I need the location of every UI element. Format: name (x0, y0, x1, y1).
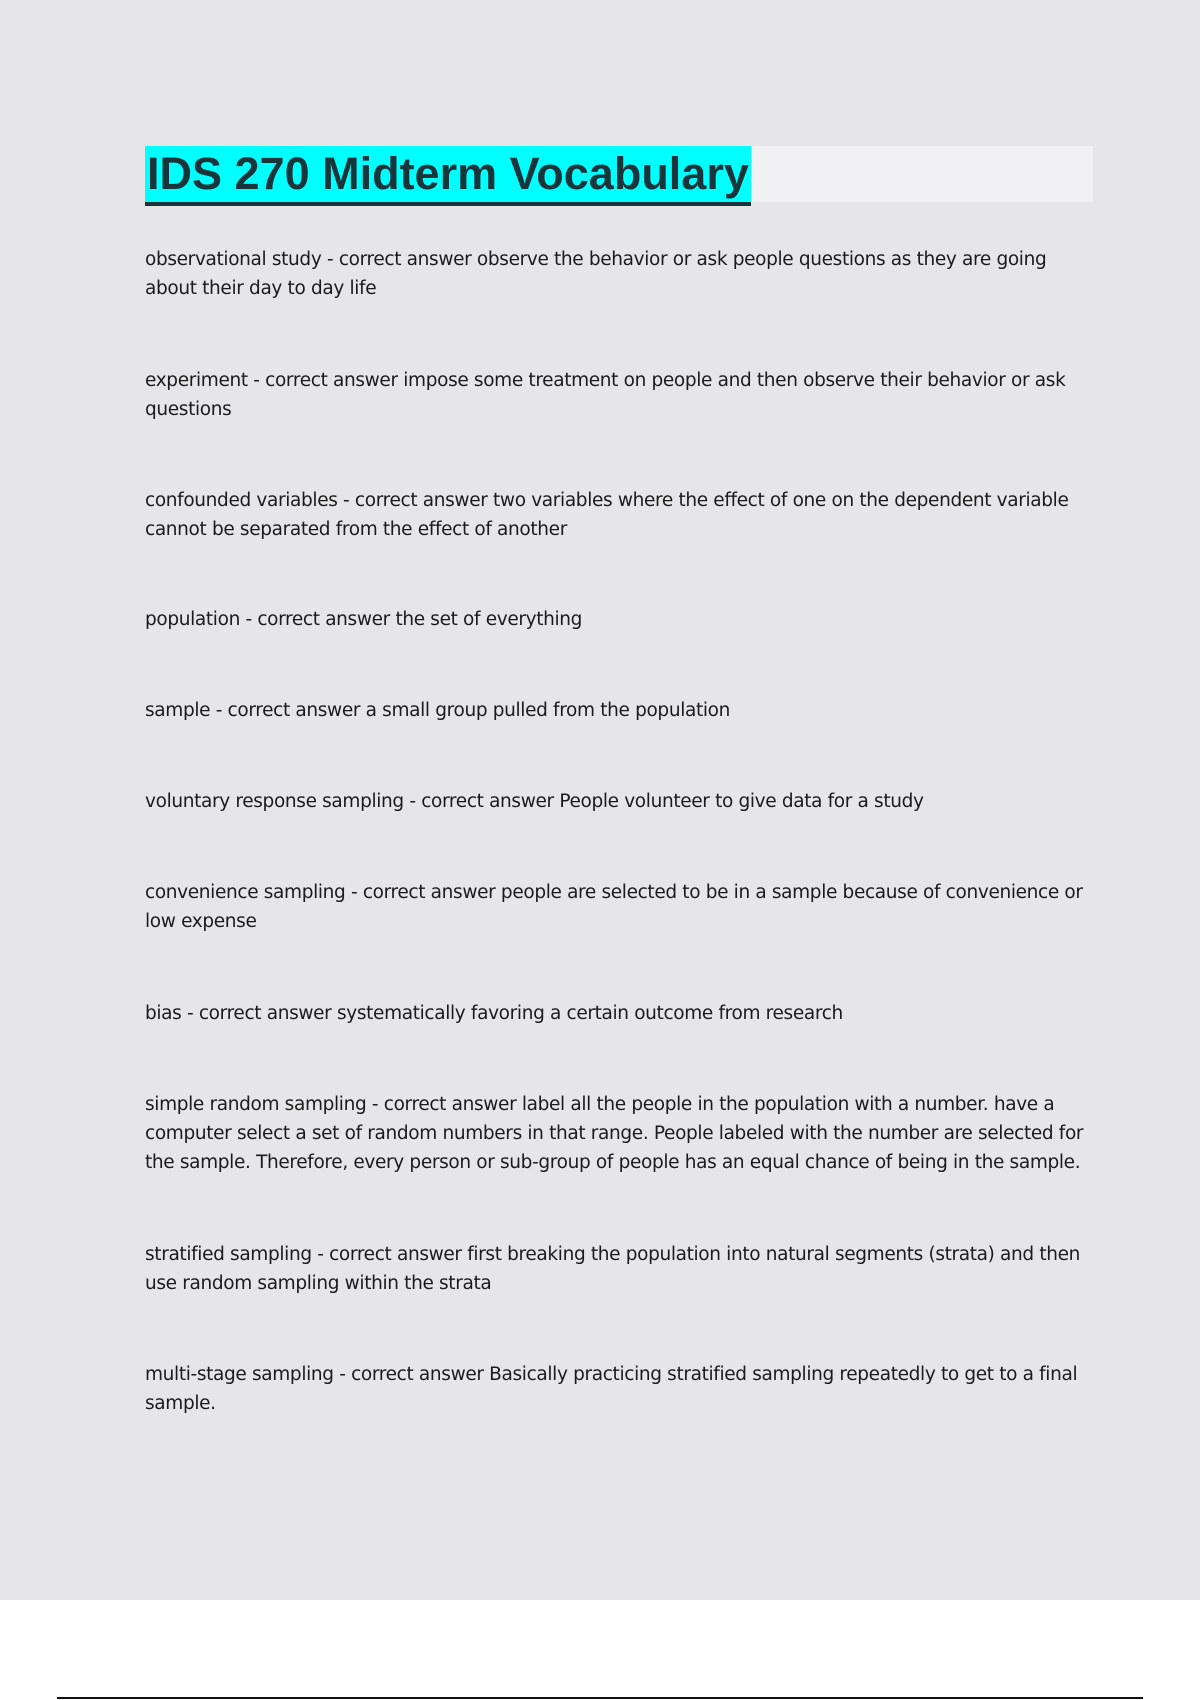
vocabulary-entry-simple-random-sampling: simple random sampling - correct answer label all the people in the population with a number. have a computer select a set of random numbers in that range. People labeled with the number are selected for the sample. Therefore, every person or sub-group of people has an equal chance of being in the sample. (145, 1094, 1084, 1173)
vocabulary-entry-bias: bias - correct answer systematically favoring a certain outcome from research (145, 1003, 843, 1024)
vocabulary-entry-voluntary-response-sampling: voluntary response sampling - correct answer People volunteer to give data for a study (145, 791, 924, 812)
vocabulary-entry-multi-stage-sampling: multi-stage sampling - correct answer Basically practicing stratified sampling repeatedly to get to a final sample. (145, 1364, 1078, 1414)
vocabulary-entry-population: population - correct answer the set of everything (145, 609, 583, 630)
vocabulary-entry-convenience-sampling: convenience sampling - correct answer people are selected to be in a sample because of convenience or low expense (145, 882, 1083, 932)
vocabulary-entry-sample: sample - correct answer a small group pulled from the population (145, 700, 731, 721)
vocabulary-entry-experiment: experiment - correct answer impose some treatment on people and then observe their behavior or ask questions (145, 370, 1066, 420)
vocabulary-entry-stratified-sampling: stratified sampling - correct answer first breaking the population into natural segments (strata) and then use random sampling within the strata (145, 1244, 1081, 1294)
footer-divider (57, 1697, 1143, 1699)
vocabulary-entry-confounded-variables: confounded variables - correct answer two variables where the effect of one on the dependent variable cannot be separated from the effect of another (145, 490, 1069, 540)
document-title: IDS 270 Midterm Vocabulary (145, 146, 751, 206)
vocabulary-entry-observational-study: observational study - correct answer observe the behavior or ask people questions as they are going about their day to day life (145, 249, 1047, 299)
